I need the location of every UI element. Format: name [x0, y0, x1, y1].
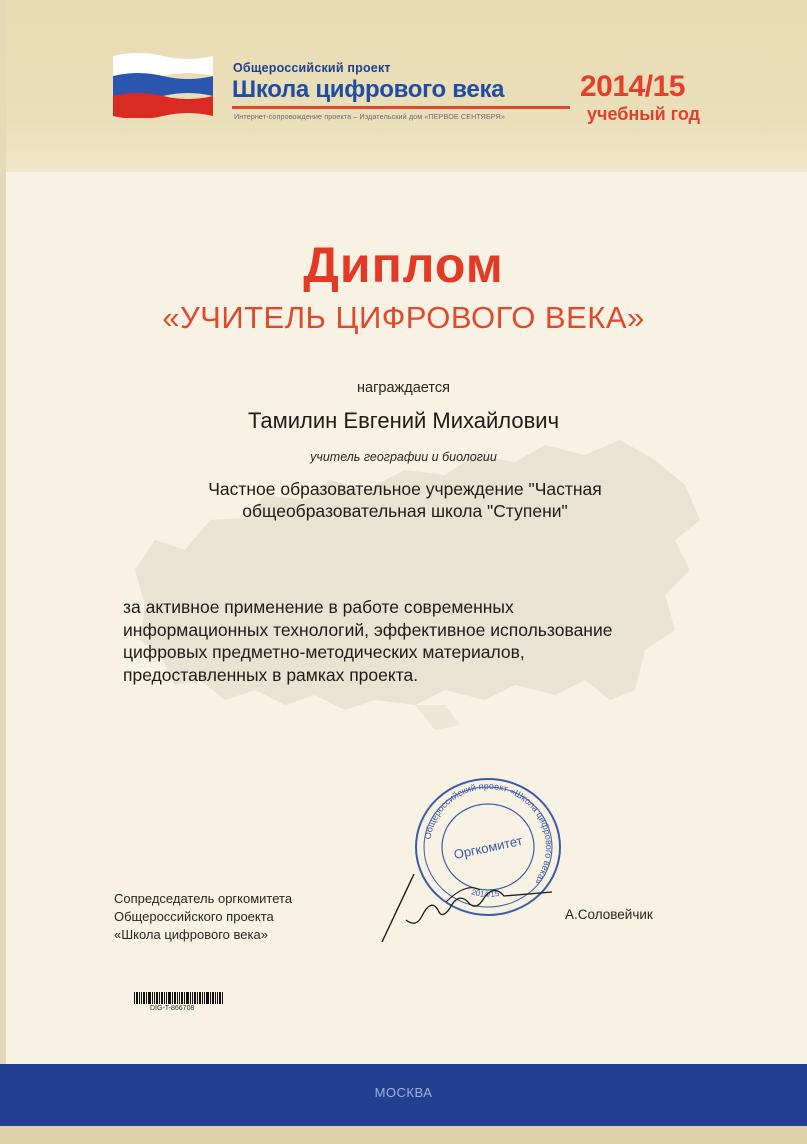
recipient-name: Тамилин Евгений Михайлович — [247, 408, 560, 433]
signer-title-line1: Сопредседатель оргкомитета — [114, 891, 293, 906]
barcode-number: DIG-T-866708 — [150, 1005, 195, 1012]
award-reason: за активное применение в работе современных информационных технологий, эффективное использование цифровых предметно-методических материалов, предоставленных в рамках проекта. — [123, 597, 613, 685]
barcode-image — [134, 992, 224, 1004]
project-label: Общероссийский проект — [233, 61, 391, 75]
signer-title-line3: «Школа цифрового века» — [114, 927, 268, 942]
stamp-center-text: Оргкомитет — [452, 832, 524, 863]
signer-name: А.Соловейчик — [565, 907, 653, 922]
school-year-label: учебный год — [587, 104, 701, 124]
city-label: МОСКВА — [374, 1085, 433, 1100]
school-year: 2014/15 — [580, 70, 685, 103]
stamp-ring-text: Общероссийский проект «Школа цифрового века» — [422, 780, 555, 887]
recipient-institution: Частное образовательное учреждение "Частная общеобразовательная школа "Ступени" — [208, 479, 602, 521]
project-title: Школа цифрового века — [232, 76, 505, 103]
stamp-bottom-text: 2014/15 — [470, 887, 500, 900]
diploma-subtitle: «УЧИТЕЛЬ ЦИФРОВОГО ВЕКА» — [162, 300, 645, 335]
recipient-position: учитель географии и биологии — [310, 450, 497, 464]
project-note: Интернет-сопровождение проекта – Издательский дом «ПЕРВОЕ СЕНТЯБРЯ» — [234, 112, 505, 121]
signature-image — [376, 862, 556, 948]
russian-flag-icon — [113, 52, 213, 118]
header-divider — [232, 106, 570, 109]
diploma-title: Диплом — [303, 237, 504, 293]
signer-title — [114, 890, 374, 944]
signer-title-line2: Общероссийского проекта — [114, 909, 274, 924]
left-edge-strip — [0, 0, 6, 1144]
awarded-label: награждается — [357, 380, 450, 396]
footer-bottom-strip — [0, 1126, 807, 1144]
